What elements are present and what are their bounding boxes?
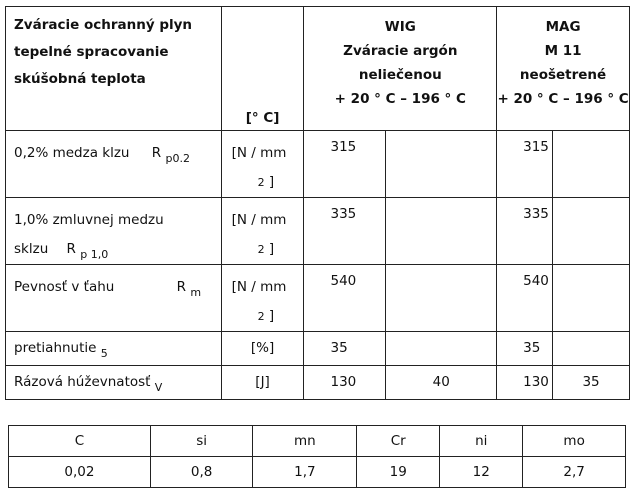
value-cell: 2,7: [523, 457, 626, 488]
row-label: 0,2% medza klzu: [14, 145, 130, 161]
row-unit-close: ]: [268, 308, 275, 324]
mag-value-196: 35: [553, 366, 630, 400]
wig-value-196: [386, 131, 497, 198]
row-label-cell: [6, 131, 222, 198]
row-symbol: R: [151, 145, 162, 161]
row-label-cell: [6, 265, 222, 332]
wig-value-20: 315: [304, 131, 386, 198]
row-label-continued: sklzu: [14, 241, 49, 257]
row-unit: [J]: [221, 366, 304, 400]
wig-value-20: 540: [304, 265, 386, 332]
row-symbol-subscript: m: [190, 286, 202, 299]
wig-value-20: 130: [304, 366, 386, 400]
row-unit-close: ]: [268, 241, 275, 257]
mag-value-196: [553, 265, 630, 332]
mag-treatment: neošetrené: [519, 67, 607, 83]
mag-value-196: [553, 332, 630, 366]
wig-value-196: [386, 198, 497, 265]
mag-value-20: 540: [497, 265, 553, 332]
element-cell: ni: [440, 426, 523, 457]
wig-treatment: neliečenou: [358, 67, 442, 83]
header-conditions-cell: [6, 7, 222, 131]
value-cell: 19: [357, 457, 440, 488]
mag-title: MAG: [545, 19, 581, 35]
row-unit-exponent: 2: [257, 243, 265, 256]
mag-value-196: [553, 131, 630, 198]
table-row: [6, 265, 630, 332]
mag-temperatures: + 20 ° C – 196 ° C: [497, 91, 629, 107]
value-cell: 1,7: [253, 457, 357, 488]
header-mag-cell: [497, 7, 630, 131]
wig-value-20: 35: [304, 332, 386, 366]
row-unit: [N / mm: [231, 212, 287, 228]
header-line-treatment: tepelné spracovanie: [14, 44, 169, 60]
table-row: [6, 131, 630, 198]
row-symbol: R: [176, 279, 187, 295]
wig-title: WIG: [384, 19, 416, 35]
row-label-subscript: 5: [100, 347, 108, 360]
row-symbol: R: [66, 241, 76, 257]
mag-value-20: 315: [497, 131, 553, 198]
row-unit-cell: [221, 131, 304, 198]
element-cell: mo: [523, 426, 626, 457]
mag-value-20: 35: [497, 332, 553, 366]
row-label: 1,0% zmluvnej medzu: [14, 212, 164, 228]
row-unit: [N / mm: [231, 279, 287, 295]
row-symbol-subscript: p0.2: [165, 152, 190, 165]
value-cell: 0,8: [150, 457, 253, 488]
row-label: Rázová húževnatosť: [14, 374, 151, 390]
header-line-temperature: skúšobná teplota: [14, 71, 146, 87]
value-cell: 12: [440, 457, 523, 488]
mag-gas: M 11: [544, 43, 582, 59]
mag-value-196: [553, 198, 630, 265]
wig-value-196: [386, 332, 497, 366]
header-line-gas: Zváracie ochranný plyn: [14, 17, 193, 33]
wig-temperatures: + 20 ° C – 196 ° C: [334, 91, 466, 107]
value-cell: 0,02: [9, 457, 151, 488]
table-row: [6, 332, 630, 366]
table-header-row: [6, 7, 630, 131]
element-cell: si: [150, 426, 253, 457]
row-unit-cell: [221, 198, 304, 265]
element-cell: C: [9, 426, 151, 457]
row-unit: [%]: [221, 332, 304, 366]
row-label-cell: [6, 332, 222, 366]
row-label: Pevnosť v ťahu: [14, 279, 115, 295]
row-symbol-subscript: p 1,0: [80, 248, 109, 261]
wig-gas: Zváracie argón: [343, 43, 458, 59]
row-label: pretiahnutie: [14, 340, 97, 356]
row-unit-cell: [221, 265, 304, 332]
mechanical-properties-table: [5, 6, 630, 400]
wig-value-196: 40: [386, 366, 497, 400]
mag-value-20: 335: [497, 198, 553, 265]
row-unit-exponent: 2: [257, 310, 265, 323]
row-unit: [N / mm: [231, 145, 287, 161]
mag-value-20: 130: [497, 366, 553, 400]
table-row: [6, 366, 630, 400]
element-cell: mn: [253, 426, 357, 457]
row-label-cell: [6, 198, 222, 265]
row-label-subscript: V: [154, 381, 163, 394]
header-unit-cell: [221, 7, 304, 131]
row-unit-exponent: 2: [257, 176, 265, 189]
header-wig-cell: [304, 7, 497, 131]
wig-value-20: 335: [304, 198, 386, 265]
header-unit: [° C]: [245, 110, 280, 126]
element-cell: Cr: [357, 426, 440, 457]
chemical-composition-table: [8, 425, 626, 488]
composition-values-row: [9, 457, 626, 488]
row-unit-close: ]: [268, 174, 275, 190]
row-label-cell: [6, 366, 222, 400]
composition-elements-row: [9, 426, 626, 457]
table-row: [6, 198, 630, 265]
wig-value-196: [386, 265, 497, 332]
